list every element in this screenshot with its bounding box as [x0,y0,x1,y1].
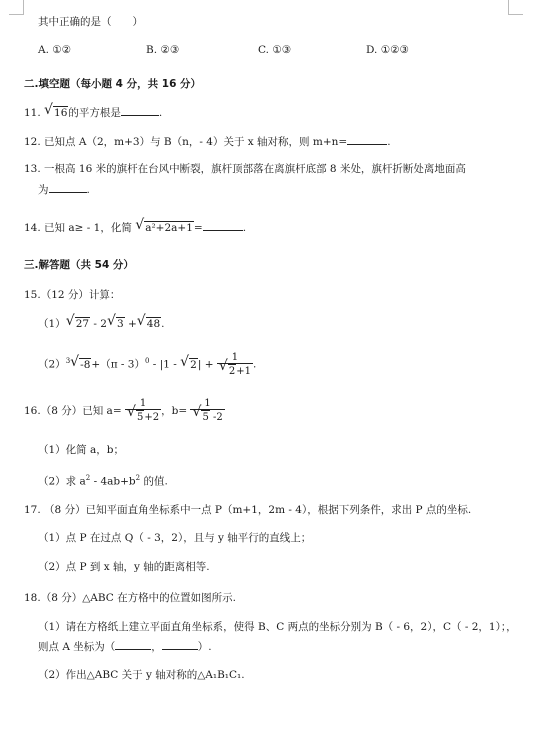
q10-tail-text: 其中正确的是（ ） [38,16,143,28]
q14-number: 14. [24,222,41,234]
q13-number: 13. [24,163,41,175]
q18-answer-blank-y[interactable] [162,638,198,650]
q10-option-c: C. ①③ [258,44,292,56]
q14: 14. 已知 a≥ - 1，化简 √ a²+2a+1= . [24,217,247,234]
q18-part1-answer: 则点 A 坐标为（ ， ）. [38,638,212,654]
q13-text: 一根高 16 米的旗杆在台风中断裂，旗杆顶部落在离旗杆底部 8 米处，旗杆折断处离地面高 [44,163,466,175]
q10-option-d: D. ①②③ [366,44,409,56]
section3-title: 三.解答题（共 54 分） [24,259,134,271]
q12: 12. 已知点 A（2，m+3）与 B（n，- 4）关于 x 轴对称，则 m+n= . [24,133,391,149]
q10-option-a: A. ①② [38,44,72,56]
q16-part2: （2）求 $a^2 - 4ab+b^2$ 的值. [38,474,168,488]
page-corner-mark-left [9,0,24,15]
q10-option-b: B. ②③ [146,44,180,56]
q16-number: 16. [24,405,41,417]
q12-number: 12. [24,136,41,148]
q16-head: 16.（8 分）已知 a= 1 √ 5+2 ，b= 1 √ 5 -2 [24,398,223,423]
q17-part1: （1）点 P 在过点 Q（ - 3，2），且与 y 轴平行的直线上； [38,532,312,544]
q16-fraction-a: 1 √ 5+2 [126,398,160,423]
q17-number: 17. [24,504,41,516]
q15-head: 15.（12 分）计算： [24,289,121,301]
q14-sqrt: √ a²+2a+1 [135,217,193,234]
q11-answer-blank[interactable] [121,104,159,116]
q16-part1: （1）化简 a，b； [38,444,124,456]
page-corner-mark-right [508,0,523,15]
q17-head: 17. （8 分）已知平面直角坐标系中一点 P（m+1，2m - 4），根据下列条件，求出 P 点的坐标. [24,504,472,516]
q11-number: 11. [24,107,41,119]
q12-answer-blank[interactable] [347,133,387,145]
q18-part2: （2）作出△ABC 关于 y 轴对称的△A₁B₁C₁. [38,669,245,681]
q18-part1: （1）请在方格纸上建立平面直角坐标系，使得 B、C 两点的坐标分别为 B（ - 6，2），C（ - 2，1）；， [38,621,517,633]
q15-part2: $(2)^3$ √ -8+（π - 3）$^0$ - |1 - √ 2| + 1 √ 2+1 . [38,351,257,377]
q16-fraction-b: 1 √ 5 -2 [192,398,223,423]
q13-line2: 为 . [38,181,90,197]
q18-number: 18. [24,592,41,604]
q14-answer-blank[interactable] [203,219,243,231]
section2-title: 二.填空题（每小题 4 分，共 16 分） [24,78,202,90]
q14-text: 已知 a≥ - 1，化简 [44,222,132,234]
q15-fraction: 1 √ 2+1 [218,351,251,377]
q13-answer-blank[interactable] [49,181,87,193]
q11-text: 的平方根是 [68,107,121,119]
q11-sqrt: √ 16 [44,102,68,119]
q11: 11. √ 16的平方根是 . [24,102,163,119]
q18-head: 18.（8 分）△ABC 在方格中的位置如图所示. [24,592,236,604]
q17-part2: （2）点 P 到 x 轴，y 轴的距离相等. [38,561,210,573]
q15-part1: （1） √ 27 - 2 √ 3 + √ 48. [38,313,165,330]
q15-number: 15. [24,289,41,301]
q18-answer-blank-x[interactable] [115,638,151,650]
q13-line1 [24,162,466,176]
q12-text: 已知点 A（2，m+3）与 B（n，- 4）关于 x 轴对称，则 m+n= [44,136,348,148]
